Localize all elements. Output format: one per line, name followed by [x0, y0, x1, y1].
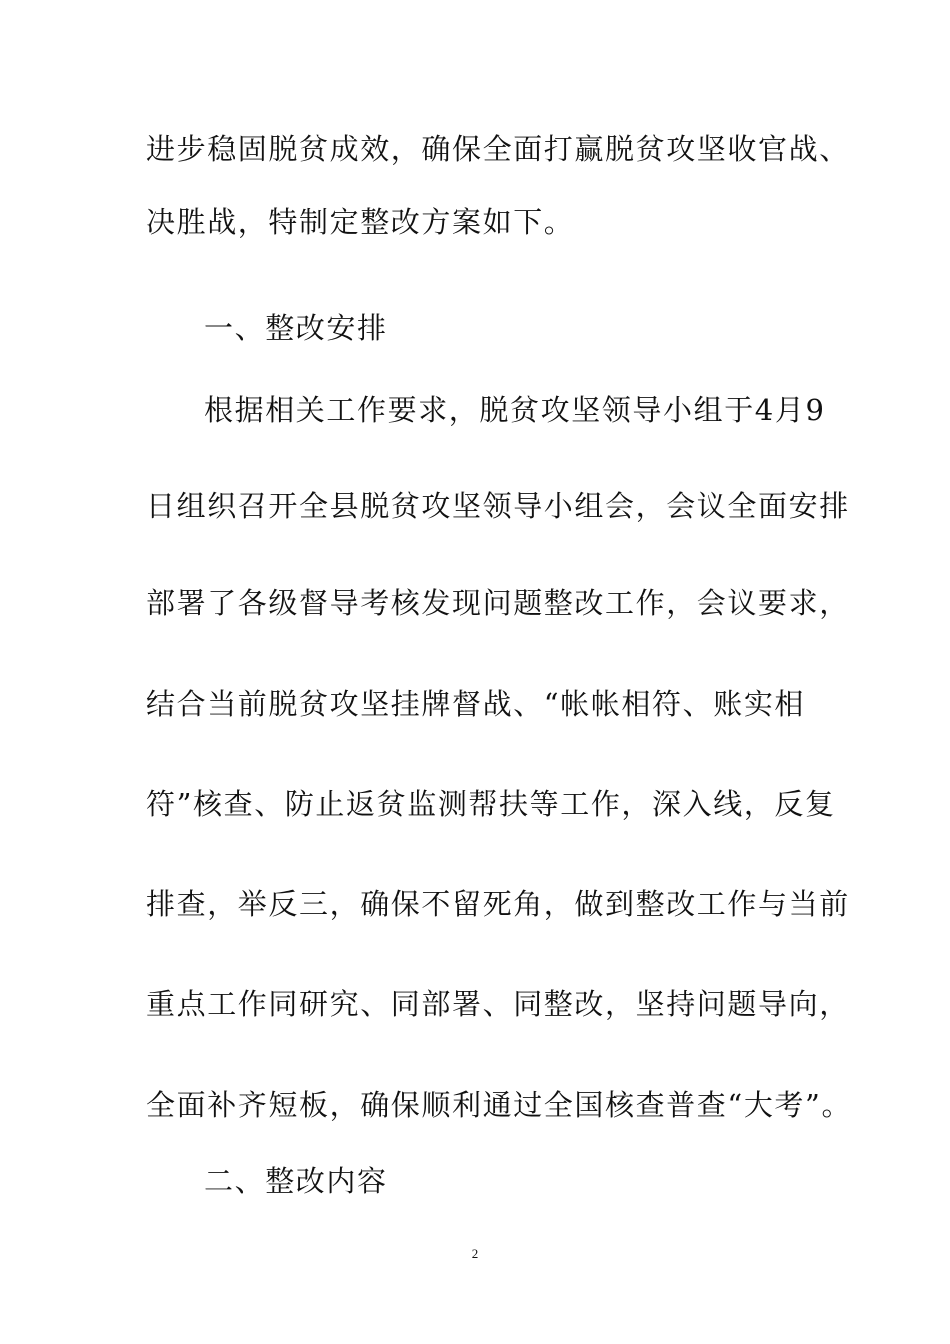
section-heading-2: 二、整改内容 — [204, 1164, 388, 1198]
page-number: 2 — [471, 1246, 479, 1261]
text-line-2: 决胜战，特制定整改方案如下。 — [146, 205, 575, 239]
text-line-4: 根据相关工作要求，脱贫攻坚领导小组于4月9 — [204, 393, 826, 427]
section-heading-1: 一、整改安排 — [204, 311, 388, 345]
text-line-11: 全面补齐短板，确保顺利通过全国核查普查“大考”。 — [146, 1088, 853, 1122]
text-line-10: 重点工作同研究、同部署、同整改，坚持问题导向， — [146, 987, 850, 1021]
text-line-7: 结合当前脱贫攻坚挂牌督战、“帐帐相符、账实相 — [146, 687, 806, 721]
text-line-8: 符”核查、防止返贫监测帮扶等工作，深入线，反复 — [146, 787, 836, 821]
text-line-6: 部署了各级督导考核发现问题整改工作，会议要求， — [146, 586, 850, 620]
text-line-5: 日组织召开全县脱贫攻坚领导小组会，会议全面安排 — [146, 489, 850, 523]
text-line-1: 进步稳固脱贫成效，确保全面打赢脱贫攻坚收官战、 — [146, 132, 850, 166]
text-line-9: 排查，举反三，确保不留死角，做到整改工作与当前 — [146, 887, 850, 921]
